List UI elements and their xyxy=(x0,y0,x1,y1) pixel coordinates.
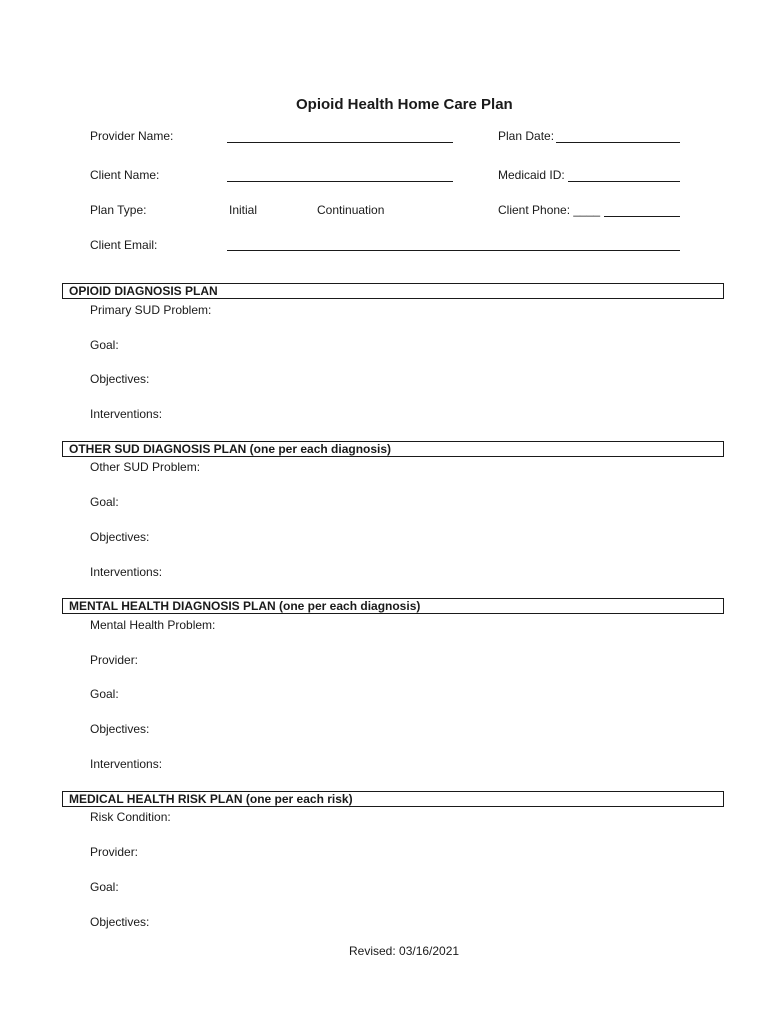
other-sud-goal-label: Goal: xyxy=(90,495,119,509)
plan-type-initial[interactable]: Initial xyxy=(229,203,258,217)
mental-health-objectives-label: Objectives: xyxy=(90,722,150,736)
plan-date-label: Plan Date: xyxy=(498,129,555,143)
mental-health-section-header xyxy=(62,598,724,614)
medical-section-header xyxy=(62,791,724,807)
plan-date-field[interactable] xyxy=(556,142,680,143)
medical-section-title: MEDICAL HEALTH RISK PLAN (one per each risk) xyxy=(69,792,353,806)
medical-objectives-label: Objectives: xyxy=(90,915,150,929)
document-title: Opioid Health Home Care Plan xyxy=(296,96,513,113)
primary-sud-problem-label: Primary SUD Problem: xyxy=(90,303,212,317)
opioid-goal-label: Goal: xyxy=(90,338,119,352)
client-name-label: Client Name: xyxy=(90,168,160,182)
medicaid-id-label: Medicaid ID: xyxy=(498,168,565,182)
opioid-interventions-label: Interventions: xyxy=(90,407,163,421)
risk-condition-label: Risk Condition: xyxy=(90,810,171,824)
mental-health-problem-label: Mental Health Problem: xyxy=(90,618,216,632)
client-email-field[interactable] xyxy=(227,250,680,251)
other-sud-section-title: OTHER SUD DIAGNOSIS PLAN (one per each diagnosis) xyxy=(69,442,392,456)
client-name-field[interactable] xyxy=(227,181,453,182)
other-sud-section-header xyxy=(62,441,724,457)
opioid-section-title: OPIOID DIAGNOSIS PLAN xyxy=(69,284,218,298)
provider-name-label: Provider Name: xyxy=(90,129,174,143)
opioid-section-header xyxy=(62,283,724,299)
mental-health-interventions-label: Interventions: xyxy=(90,757,163,771)
plan-type-continuation[interactable]: Continuation xyxy=(317,203,385,217)
medical-goal-label: Goal: xyxy=(90,880,119,894)
mental-health-provider-label: Provider: xyxy=(90,653,139,667)
medicaid-id-field[interactable] xyxy=(568,181,680,182)
mental-health-section-title: MENTAL HEALTH DIAGNOSIS PLAN (one per each diagnosis) xyxy=(69,599,421,613)
other-sud-interventions-label: Interventions: xyxy=(90,565,163,579)
other-sud-objectives-label: Objectives: xyxy=(90,530,150,544)
other-sud-problem-label: Other SUD Problem: xyxy=(90,460,201,474)
client-phone-label: Client Phone: ____ xyxy=(498,203,601,217)
revised-date: Revised: 03/16/2021 xyxy=(349,944,460,958)
provider-name-field[interactable] xyxy=(227,142,453,143)
medical-provider-label: Provider: xyxy=(90,845,139,859)
client-phone-field[interactable] xyxy=(604,216,680,217)
opioid-objectives-label: Objectives: xyxy=(90,372,150,386)
plan-type-label: Plan Type: xyxy=(90,203,147,217)
mental-health-goal-label: Goal: xyxy=(90,687,119,701)
client-email-label: Client Email: xyxy=(90,238,158,252)
